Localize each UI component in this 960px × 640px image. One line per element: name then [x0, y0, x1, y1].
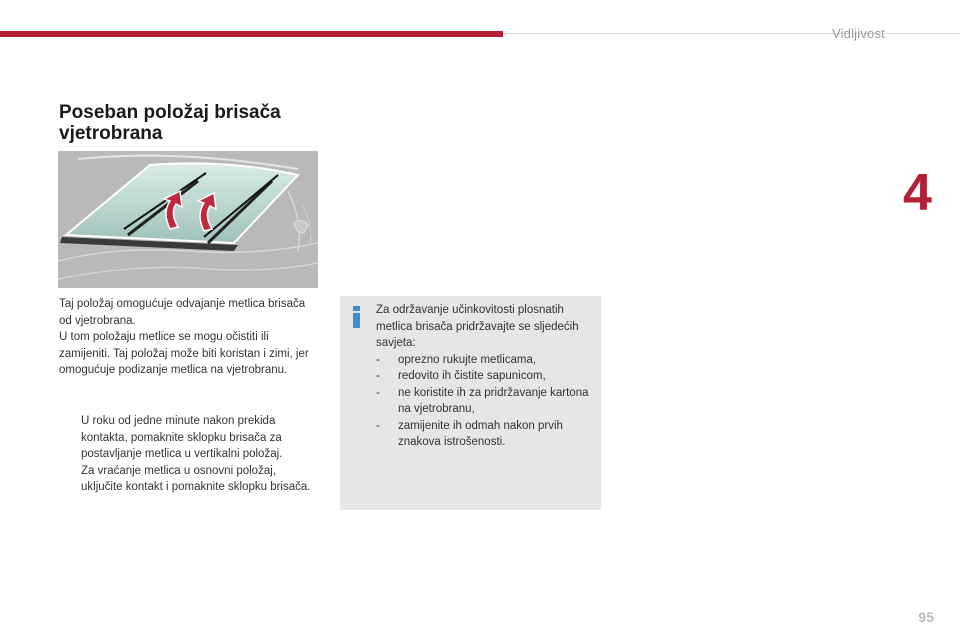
info-content: [376, 302, 598, 451]
header-accent-bar: [0, 31, 503, 37]
dash-bullet: -: [376, 386, 380, 399]
tip-item: [376, 368, 598, 385]
tip-item: [376, 352, 598, 369]
tip-text: redovito ih čistite sapunicom,: [398, 370, 546, 382]
page-number: 95: [918, 609, 934, 625]
header-divider: [503, 33, 960, 34]
info-icon: [350, 306, 364, 328]
step-item: [59, 413, 319, 463]
section-title: Vidljivost: [831, 26, 885, 41]
windshield-wipers-raised-icon: [58, 151, 318, 288]
info-box: [340, 296, 601, 510]
tip-text: oprezno rukujte metlicama,: [398, 353, 537, 366]
tip-text: ne koristite ih za pridržavanje kartona na vjetrobranu,: [398, 386, 589, 415]
tip-item: [376, 385, 598, 418]
intro-paragraph: U tom položaju metlice se mogu očistiti ili zamijeniti. Taj položaj može biti koristan i zimi, jer omogućuje podizanje metlica na vjetrobranu.: [59, 331, 309, 376]
step-item: [59, 463, 319, 496]
intro-text: [59, 296, 314, 379]
step-text: U roku od jedne minute nakon prekida kontakta, pomaknite sklopku brisača za postavljanje metlica u vertikalni položaj.: [81, 415, 283, 460]
dash-bullet: -: [376, 370, 380, 382]
page-title: Poseban položaj brisača vjetrobrana: [59, 102, 281, 144]
tip-text: zamijenite ih odmah nakon prvih znakova istrošenosti.: [398, 419, 563, 448]
tip-item: [376, 418, 598, 451]
dash-bullet: -: [376, 419, 380, 432]
info-intro: Za održavanje učinkovitosti plosnatih metlica brisača pridržavajte se sljedećih savjeta:: [376, 304, 579, 349]
steps-list: [59, 413, 319, 496]
dash-bullet: -: [376, 353, 380, 366]
tips-list: [376, 352, 598, 451]
windshield-wipers-illustration: [58, 151, 318, 288]
intro-paragraph: Taj položaj omogućuje odvajanje metlica brisača od vjetrobrana.: [59, 298, 306, 327]
chapter-number: 4: [903, 164, 932, 222]
step-text: Za vraćanje metlica u osnovni položaj, uključite kontakt i pomaknite sklopku brisača.: [81, 464, 311, 493]
